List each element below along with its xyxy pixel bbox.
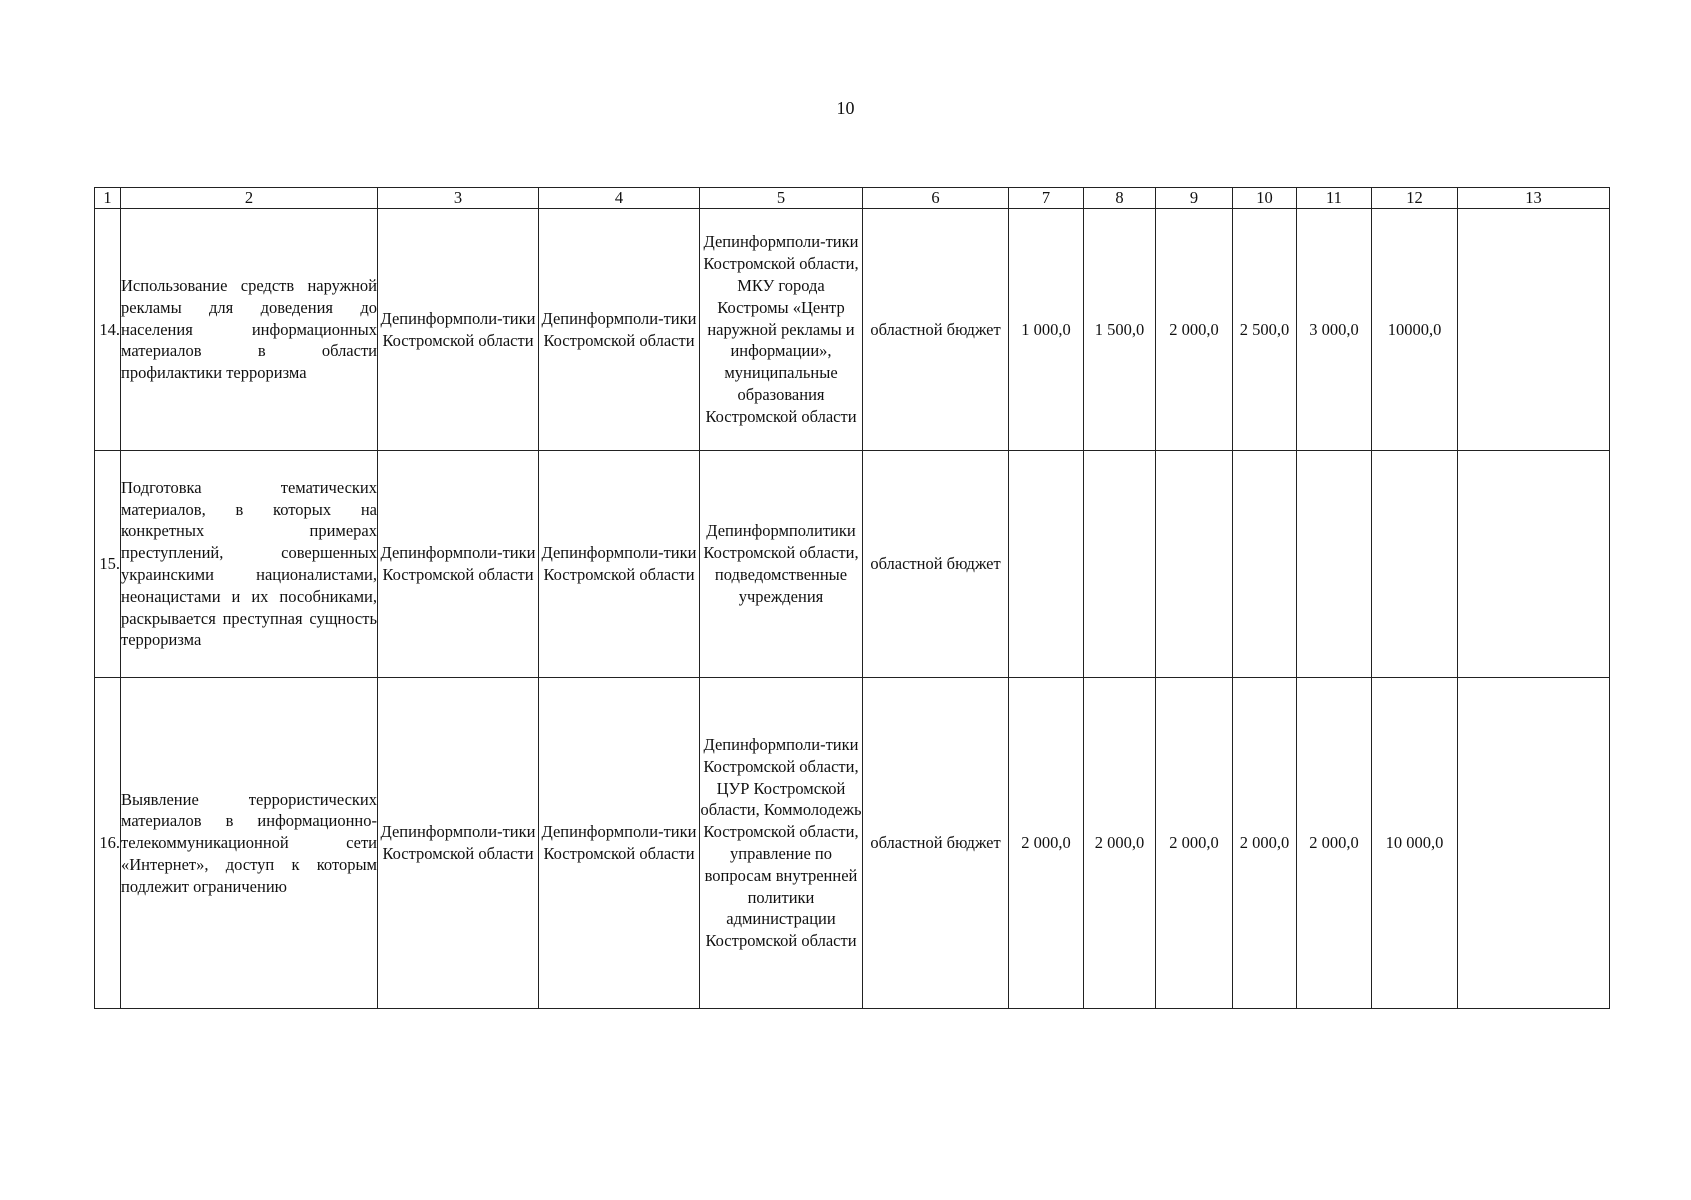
header-cell-13: 13 xyxy=(1458,188,1610,209)
header-cell-10: 10 xyxy=(1233,188,1297,209)
amount-total: 10 000,0 xyxy=(1372,678,1458,1009)
header-cell-6: 6 xyxy=(863,188,1009,209)
header-cell-5: 5 xyxy=(700,188,863,209)
amount-col9: 2 000,0 xyxy=(1156,678,1233,1009)
header-cell-1: 1 xyxy=(95,188,121,209)
co-executor: Депинформполи-тики Костромской области xyxy=(539,209,700,451)
amount-col7: 1 000,0 xyxy=(1009,209,1084,451)
header-cell-2: 2 xyxy=(121,188,378,209)
amount-total xyxy=(1372,451,1458,678)
notes-cell xyxy=(1458,678,1610,1009)
measure-description: Подготовка тематических материалов, в которых на конкретных примерах преступлений, совершенных украинскими националистами, неонацистами и их пособниками, раскрывается преступная сущность терроризма xyxy=(121,451,378,678)
row-number: 16. xyxy=(95,678,121,1009)
amount-col11: 3 000,0 xyxy=(1297,209,1372,451)
measure-description: Использование средств наружной рекламы для доведения до населения информационных материалов в области профилактики терроризма xyxy=(121,209,378,451)
funding-source: областной бюджет xyxy=(863,209,1009,451)
responsible-executor: Депинформполи-тики Костромской области xyxy=(378,678,539,1009)
header-cell-12: 12 xyxy=(1372,188,1458,209)
co-executor: Депинформполи-тики Костромской области xyxy=(539,451,700,678)
table-row xyxy=(95,209,1610,451)
responsible-executor: Депинформполи-тики Костромской области xyxy=(378,209,539,451)
funding-source: областной бюджет xyxy=(863,678,1009,1009)
amount-col11 xyxy=(1297,451,1372,678)
header-cell-8: 8 xyxy=(1084,188,1156,209)
header-cell-11: 11 xyxy=(1297,188,1372,209)
header-cell-3: 3 xyxy=(378,188,539,209)
header-row xyxy=(95,188,1610,209)
amount-col8 xyxy=(1084,451,1156,678)
amount-col9: 2 000,0 xyxy=(1156,209,1233,451)
amount-col8: 1 500,0 xyxy=(1084,209,1156,451)
amount-col10: 2 500,0 xyxy=(1233,209,1297,451)
row-number: 15. xyxy=(95,451,121,678)
table-row xyxy=(95,451,1610,678)
funding-source: областной бюджет xyxy=(863,451,1009,678)
amount-col10 xyxy=(1233,451,1297,678)
header-cell-7: 7 xyxy=(1009,188,1084,209)
amount-col9 xyxy=(1156,451,1233,678)
participants: Депинформполитики Костромской области, подведомственные учреждения xyxy=(700,451,863,678)
amount-col11: 2 000,0 xyxy=(1297,678,1372,1009)
co-executor: Депинформполи-тики Костромской области xyxy=(539,678,700,1009)
amount-col7: 2 000,0 xyxy=(1009,678,1084,1009)
table-row xyxy=(95,678,1610,1009)
amount-col7 xyxy=(1009,451,1084,678)
header-cell-4: 4 xyxy=(539,188,700,209)
amount-col8: 2 000,0 xyxy=(1084,678,1156,1009)
participants: Депинформполи-тики Костромской области, ЦУР Костромской области, Коммолодежь Костромской области, управление по вопросам внутренней политики администрации Костромской области xyxy=(700,678,863,1009)
notes-cell xyxy=(1458,209,1610,451)
responsible-executor: Депинформполи-тики Костромской области xyxy=(378,451,539,678)
amount-col10: 2 000,0 xyxy=(1233,678,1297,1009)
amount-total: 10000,0 xyxy=(1372,209,1458,451)
page-number: 10 xyxy=(836,98,855,118)
measure-description: Выявление террористических материалов в информационно-телекоммуникационной сети «Интернет», доступ к которым подлежит ограничению xyxy=(121,678,378,1009)
participants: Депинформполи-тики Костромской области, МКУ города Костромы «Центр наружной рекламы и информации», муниципальные образования Костромской области xyxy=(700,209,863,451)
notes-cell xyxy=(1458,451,1610,678)
header-cell-9: 9 xyxy=(1156,188,1233,209)
measures-table xyxy=(94,187,1610,1009)
row-number: 14. xyxy=(95,209,121,451)
